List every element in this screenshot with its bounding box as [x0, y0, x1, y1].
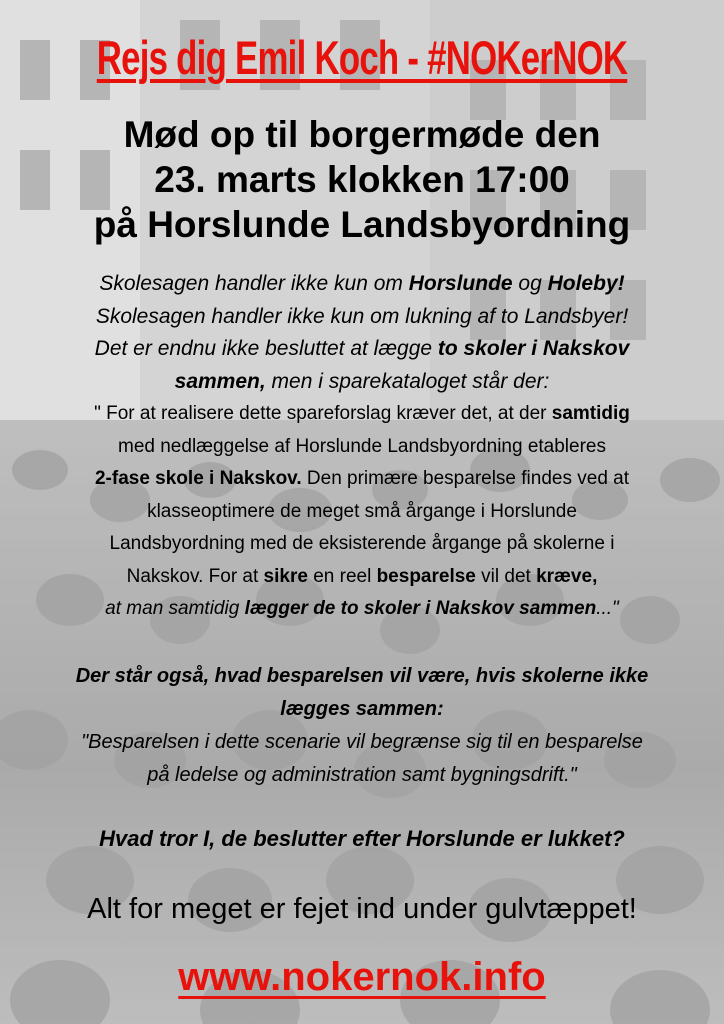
quote-line: lægges sammen: — [280, 698, 444, 720]
slogan: Alt for meget er fejet ind under gulvtæppet! — [87, 893, 637, 925]
website-link[interactable]: www.nokernok.info — [178, 955, 546, 999]
quote-line: "Besparelsen i dette scenarie vil begrænse sig til en besparelse — [81, 731, 643, 753]
question: Hvad tror I, de beslutter efter Horslunde er lukket? — [99, 826, 625, 851]
meeting-invitation — [0, 112, 724, 247]
invite-line-1: Mød op til borgermøde den — [123, 114, 601, 155]
invite-line-2: 23. marts klokken 17:00 — [154, 159, 570, 200]
body-text — [0, 268, 724, 626]
quote-line: på ledelse og administration samt bygningsdrift." — [147, 764, 577, 786]
body-line: Landsbyordning med de eksisterende årgange på skolerne i — [109, 533, 615, 554]
invite-line-3: på Horslunde Landsbyordning — [93, 204, 631, 245]
body-line: klasseoptimere de meget små årgange i Horslunde — [147, 500, 577, 522]
body-line: Skolesagen handler ikke kun om Horslunde og Holeby! — [99, 272, 625, 295]
body-line: Nakskov. For at sikre en reel besparelse vil det kræve, — [126, 565, 598, 587]
quote-line: Der står også, hvad besparelsen vil være, hvis skolerne ikke — [75, 665, 649, 687]
body-line: 2-fase skole i Nakskov. Den primære besparelse findes ved at — [94, 468, 630, 489]
body-line: sammen, men i sparekataloget står der: — [174, 369, 550, 393]
quote-block — [0, 660, 724, 792]
body-line: Skolesagen handler ikke kun om lukning af to Landsbyer! — [95, 304, 629, 328]
body-line: med nedlæggelse af Horslunde Landsbyordning etableres — [118, 435, 606, 457]
body-line: Det er endnu ikke besluttet at lægge to skoler i Nakskov — [94, 337, 630, 360]
headline: Rejs dig Emil Koch - #NOKerNOK — [96, 31, 628, 84]
body-line: at man samtidig lægger de to skoler i Nakskov sammen..." — [105, 598, 619, 619]
body-line: " For at realisere dette spareforslag kræver det, at der samtidig — [94, 403, 630, 424]
